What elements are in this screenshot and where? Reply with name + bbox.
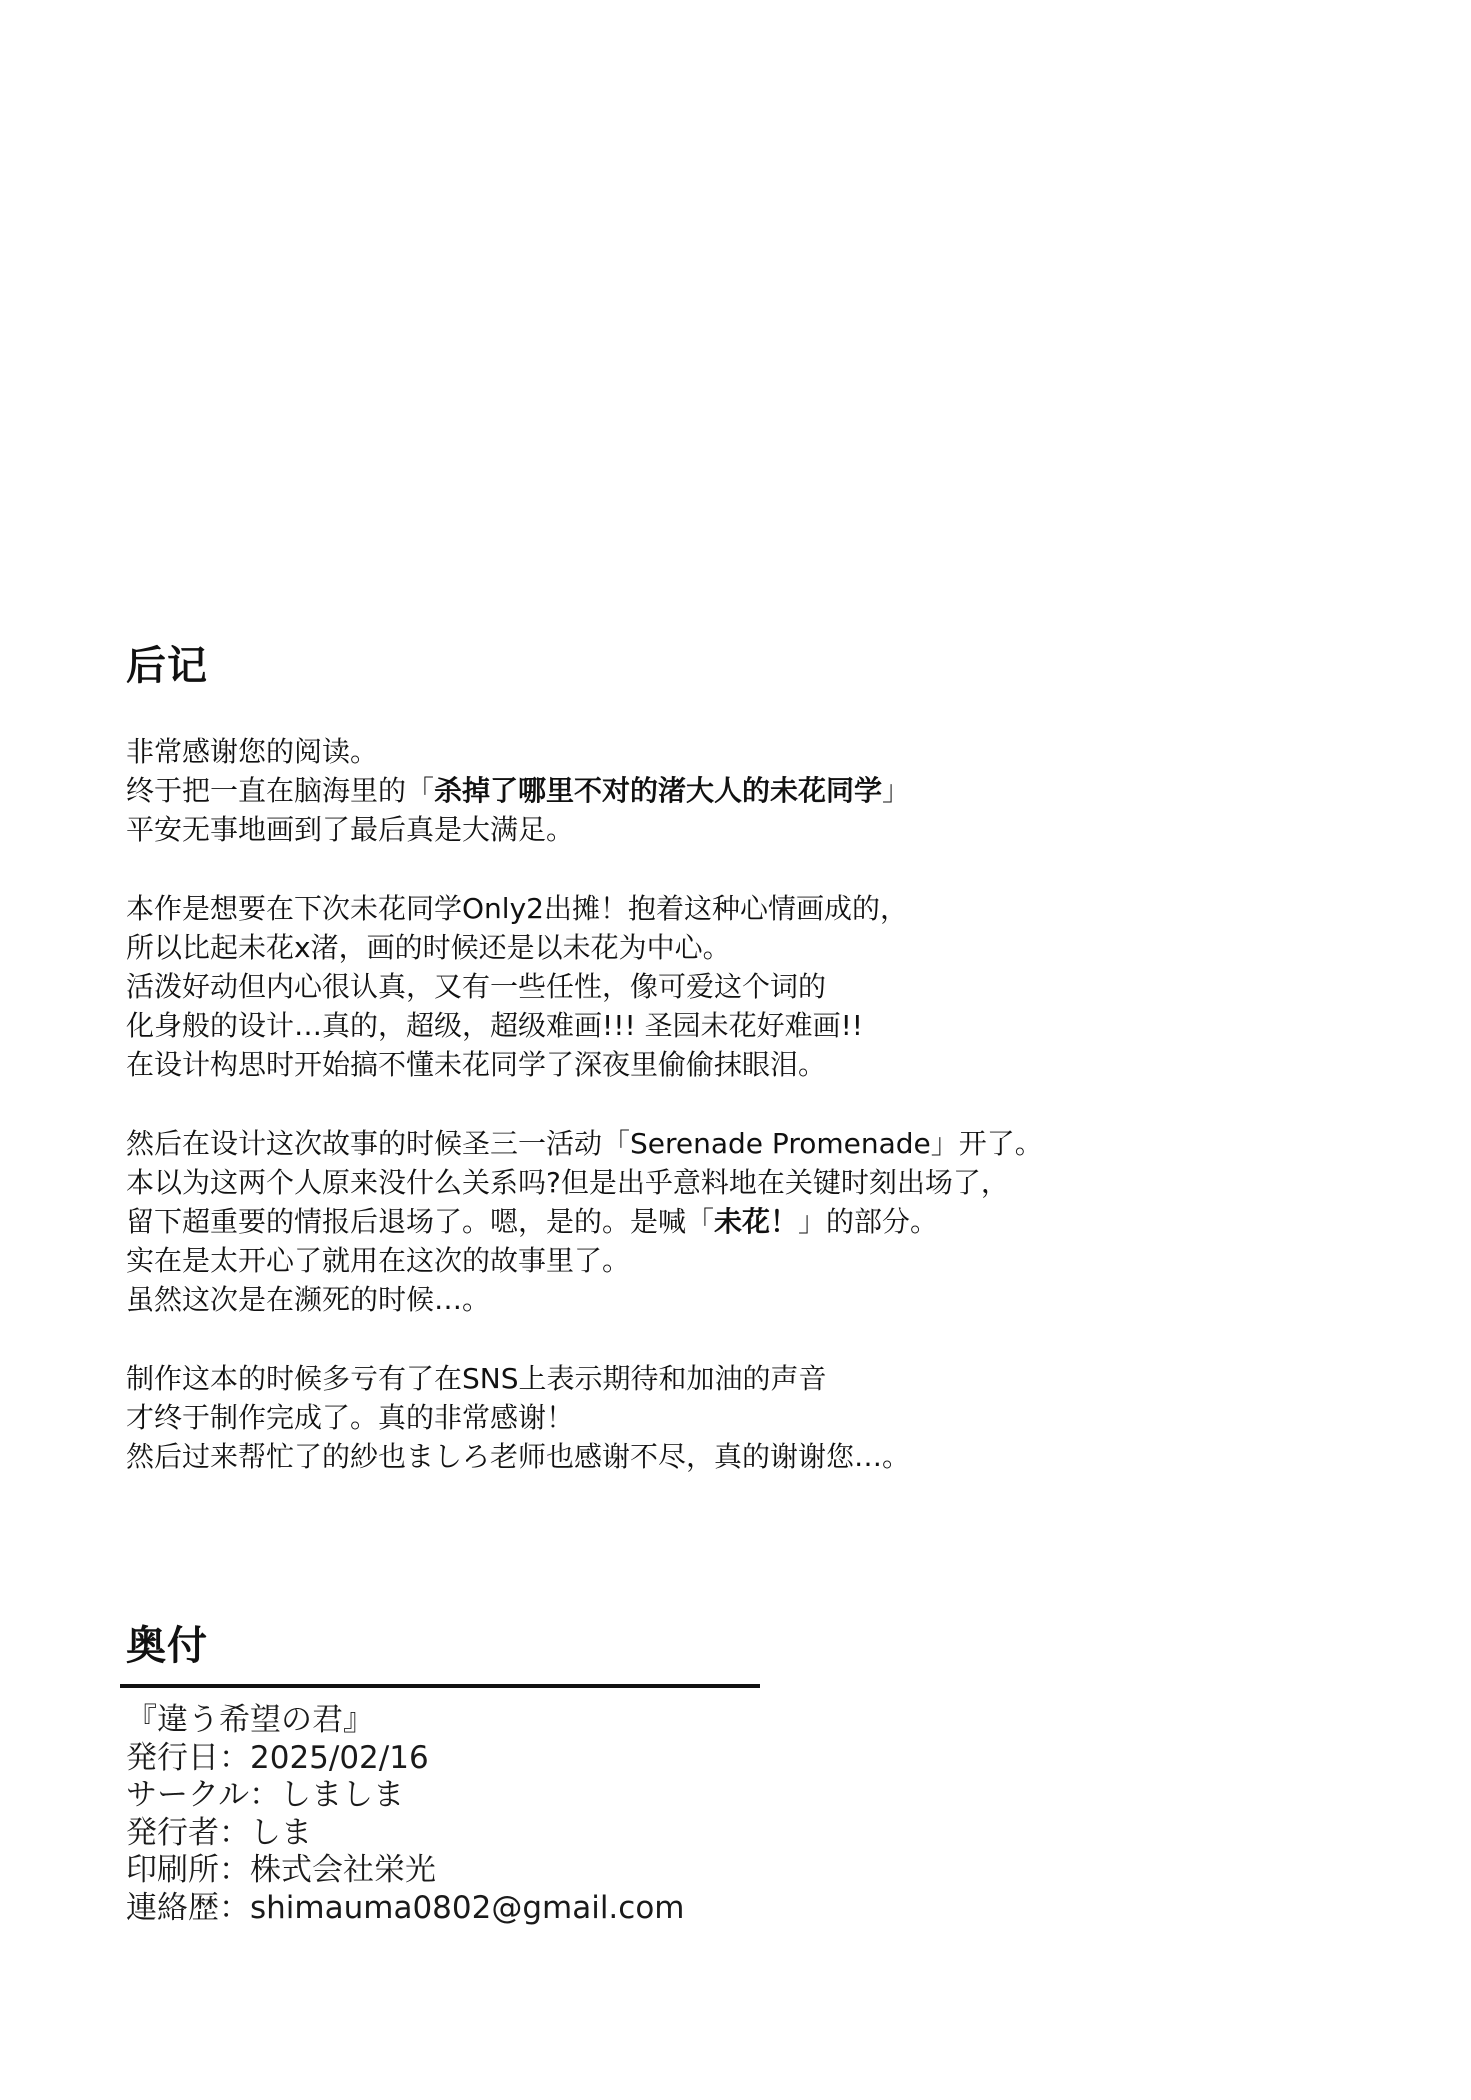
afterword-heading: 后记 xyxy=(126,643,208,689)
circle-name: サークル：しましま xyxy=(126,1777,405,1813)
text-line: 然后在设计这次故事的时候圣三一活动「Serenade Promenade」开了。 xyxy=(126,1127,1043,1160)
text-line: 实在是太开心了就用在这次的故事里了。 xyxy=(126,1244,631,1277)
afterword-paragraph-4 xyxy=(126,1359,1306,1476)
afterword-paragraph-1 xyxy=(126,732,1306,849)
text-line: 在设计构思时开始搞不懂未花同学了深夜里偷偷抹眼泪。 xyxy=(126,1048,827,1081)
book-title: 『違う希望の君』 xyxy=(126,1702,374,1738)
colophon-heading: 奥付 xyxy=(126,1623,208,1669)
text-line: 所以比起未花x渚，画的时候还是以未花为中心。 xyxy=(126,931,731,964)
contact-email: 連絡歴：shimauma0802@gmail.com xyxy=(126,1889,685,1926)
colophon-section xyxy=(126,1620,1126,1927)
afterword-paragraph-3 xyxy=(126,1124,1306,1319)
text-line: 虽然这次是在濒死的时候…。 xyxy=(126,1283,491,1316)
divider-dash xyxy=(720,1684,730,1688)
text-line: 本作是想要在下次未花同学Only2出摊！抱着这种心情画成的， xyxy=(126,892,908,925)
text-line: 非常感谢您的阅读。 xyxy=(126,735,379,768)
emphasized-title: 杀掉了哪里不对的渚大人的未花同学 xyxy=(434,774,883,807)
printer-name: 印刷所：株式会社栄光 xyxy=(126,1852,436,1888)
afterword-paragraph-2 xyxy=(126,889,1306,1084)
text-line: 制作这本的时候多亏有了在SNS上表示期待和加油的声音 xyxy=(126,1362,827,1395)
text-line: 活泼好动但内心很认真，又有一些任性，像可爱这个词的 xyxy=(126,970,827,1003)
text-line: 终于把一直在脑海里的「杀掉了哪里不对的渚大人的未花同学」 xyxy=(126,774,911,807)
text-line: 平安无事地画到了最后真是大满足。 xyxy=(126,813,575,846)
text-line: 才终于制作完成了。真的非常感谢！ xyxy=(126,1401,575,1434)
text-line: 然后过来帮忙了的紗也ましろ老师也感谢不尽，真的谢谢您…。 xyxy=(126,1440,911,1473)
text-line: 本以为这两个人原来没什么关系吗?但是出乎意料地在关键时刻出场了， xyxy=(126,1166,1009,1199)
publish-date: 発行日：2025/02/16 xyxy=(126,1739,429,1776)
colophon-divider xyxy=(120,1684,760,1688)
afterword-section xyxy=(126,640,1306,1516)
text-line: 留下超重要的情报后退场了。嗯，是的。是喊「未花！」的部分。 xyxy=(126,1205,939,1238)
emphasized-quote: 未花！ xyxy=(714,1205,799,1238)
publisher-name: 発行者：しま xyxy=(126,1814,312,1851)
text-line: 化身般的设计…真的，超级，超级难画!!! 圣园未花好难画!! xyxy=(126,1009,864,1042)
